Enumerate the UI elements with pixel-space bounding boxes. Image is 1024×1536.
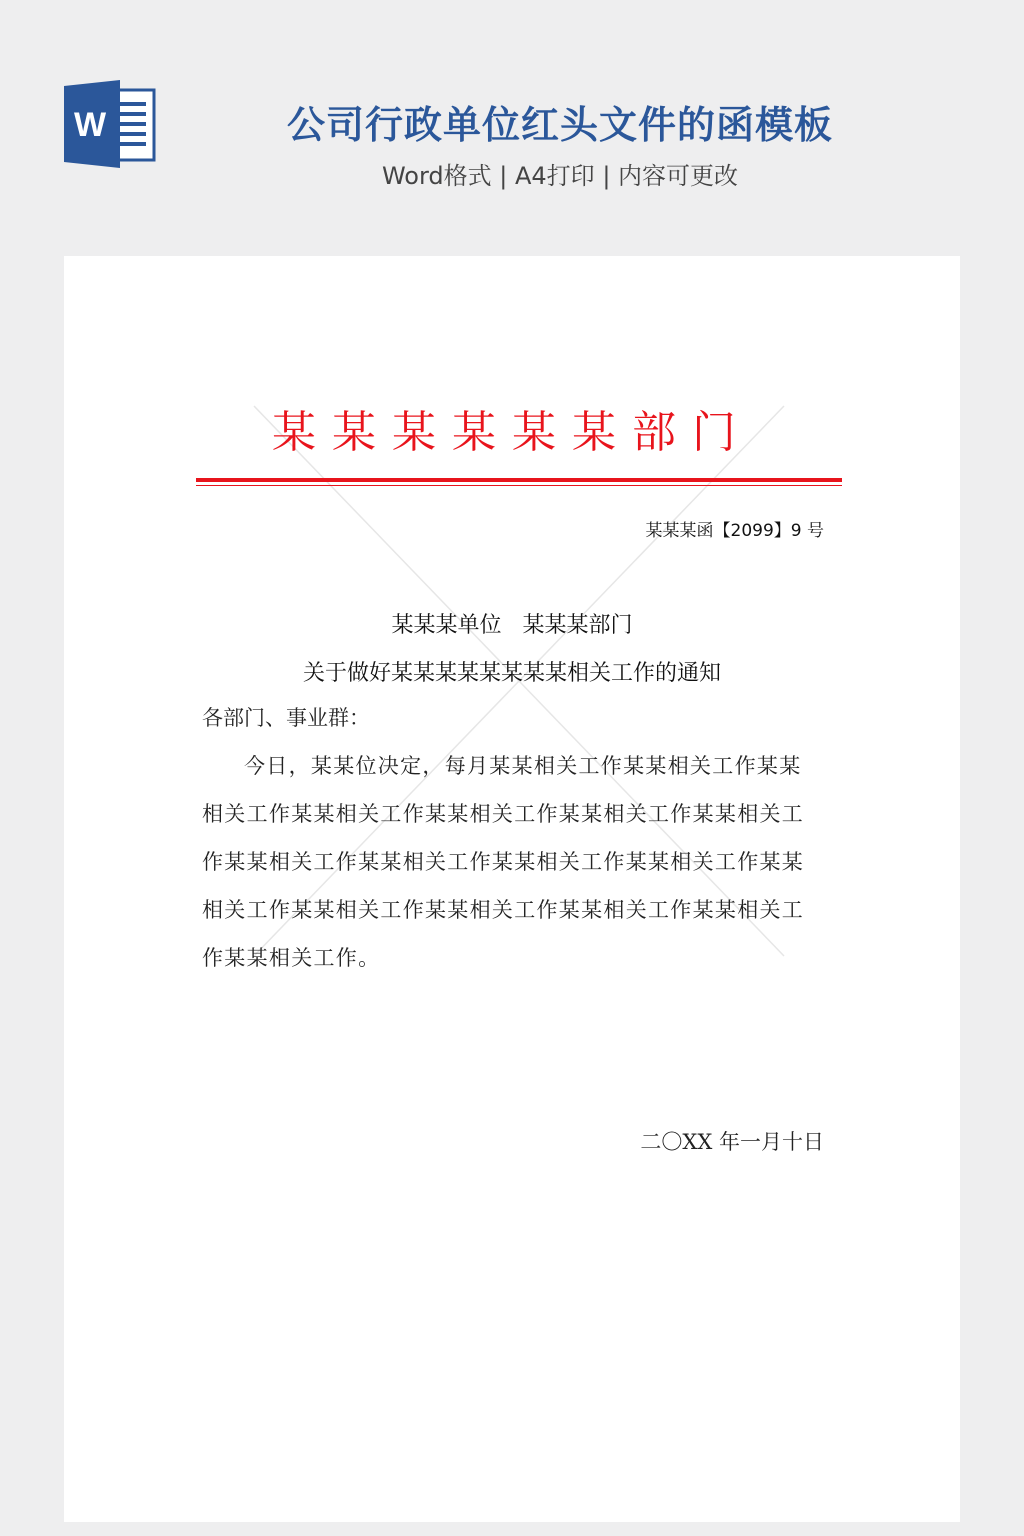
- recipients-line: 某某某单位 某某某部门: [391, 613, 633, 638]
- document-org-name: 某某某某某某部门: [272, 407, 752, 458]
- header: [0, 0, 1024, 240]
- red-divider-thick: [196, 478, 842, 482]
- word-icon: [64, 80, 156, 168]
- red-divider-thin: [196, 485, 842, 486]
- salutation: 各部门、事业群：: [202, 706, 370, 730]
- word-icon-letter: W: [73, 106, 107, 144]
- document-date: 二〇XX 年一月十日: [640, 1130, 824, 1154]
- notice-title: 关于做好某某某某某某某某相关工作的通知: [302, 661, 721, 686]
- body-paragraph: 今日，某某位决定，每月某某相关工作某某相关工作某某相关工作某某相关工作某某相关工作某某相关工作某某相关工作某某相关工作某某相关工作某某相关工作某某相关工作某某相关工作某某相关工作某某相关工作某某相关工作某某相关工作某某相关工作。: [202, 754, 805, 970]
- page-subtitle: Word格式 | A4打印 | 内容可更改: [381, 162, 739, 190]
- document-page: [64, 256, 960, 1522]
- page-title: 公司行政单位红头文件的函模板: [286, 103, 833, 147]
- document-number: 某某某函【2099】9 号: [645, 521, 824, 541]
